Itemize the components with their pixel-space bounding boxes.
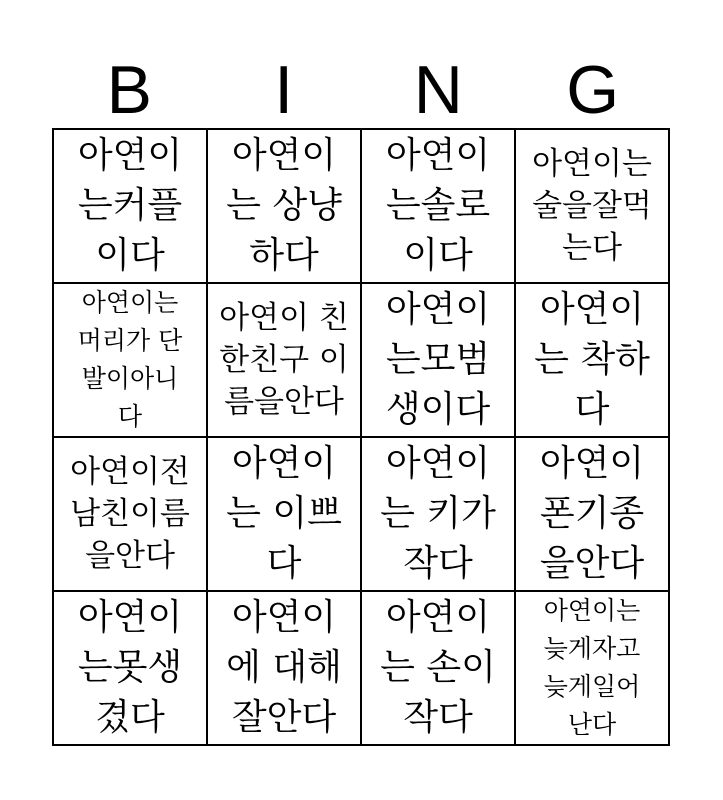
bingo-cell[interactable] — [515, 591, 669, 745]
header-letter-b: B — [106, 52, 152, 128]
bingo-cell[interactable] — [207, 437, 361, 591]
cell-text: 아연이 에 대해 잘안다 — [226, 597, 342, 738]
cell-text: 아연이 는 상냥 하다 — [226, 135, 342, 276]
cell-text: 아연이 는 손이 작다 — [380, 597, 496, 738]
header-letter-n: N — [413, 52, 463, 128]
cell-text: 아연이는 머리가 단 발이아니 다 — [77, 288, 183, 431]
cell-text: 아연이 친 한친구 이 름을안다 — [219, 300, 349, 420]
bingo-cell[interactable] — [53, 437, 207, 591]
cell-text: 아연이 는 이쁘 다 — [226, 443, 342, 584]
cell-text: 아연이 는 키가 작다 — [380, 443, 496, 584]
bingo-cell[interactable] — [361, 437, 515, 591]
bingo-cell[interactable] — [207, 591, 361, 745]
bingo-cell[interactable] — [515, 129, 669, 283]
bingo-cell[interactable] — [53, 129, 207, 283]
bingo-grid — [52, 128, 670, 746]
cell-text: 아연이 는모범 생이다 — [385, 289, 491, 430]
cell-text: 아연이 폰기종 을안다 — [539, 443, 645, 584]
cell-text: 아연이는 늦게자고 늦게일어 난다 — [543, 596, 641, 739]
cell-text: 아연이전 남친이름 을안다 — [70, 454, 190, 574]
bingo-cell[interactable] — [361, 591, 515, 745]
bingo-cell[interactable] — [53, 283, 207, 437]
bingo-cell[interactable] — [361, 129, 515, 283]
cell-text: 아연이 는솔로 이다 — [385, 135, 491, 276]
cell-text: 아연이 는못생 겼다 — [77, 597, 183, 738]
header-letter-i: I — [274, 52, 294, 128]
bingo-cell[interactable] — [361, 283, 515, 437]
cell-text: 아연이는 술을잘먹 는다 — [532, 146, 652, 266]
bingo-cell[interactable] — [515, 283, 669, 437]
header-letter-g: G — [566, 52, 620, 128]
bingo-cell[interactable] — [515, 437, 669, 591]
bingo-cell[interactable] — [207, 283, 361, 437]
bingo-cell[interactable] — [207, 129, 361, 283]
bingo-header — [52, 52, 670, 128]
cell-text: 아연이 는커플 이다 — [77, 135, 183, 276]
bingo-cell[interactable] — [53, 591, 207, 745]
cell-text: 아연이 는 착하 다 — [534, 289, 650, 430]
